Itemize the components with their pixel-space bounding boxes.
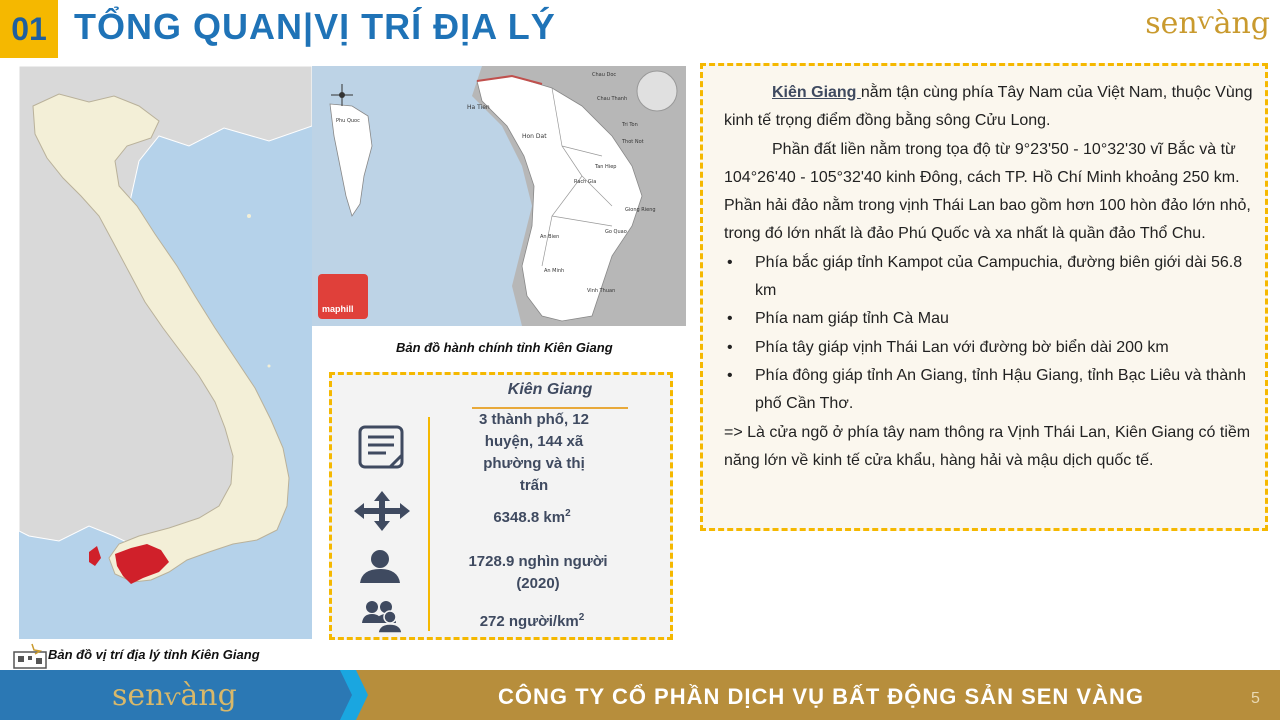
description-text (724, 79, 1254, 475)
svg-text:Chau Thanh: Chau Thanh (597, 96, 628, 102)
svg-text:Tri Ton: Tri Ton (622, 122, 638, 128)
lotus-v-icon: ⱱ (164, 683, 181, 711)
province-administrative-map (312, 66, 686, 326)
vietnam-map-caption: Bản đồ vị trí địa lý tỉnh Kiên Giang (48, 647, 260, 662)
brand-logo: senⱱàng (1145, 6, 1270, 41)
svg-text:Tan Hiep: Tan Hiep (595, 164, 617, 170)
description-box (700, 63, 1268, 531)
svg-text:Go Quao: Go Quao (605, 229, 627, 235)
vietnam-location-map (19, 66, 312, 639)
section-number: 01 (0, 0, 58, 58)
borders-list (724, 249, 1254, 419)
coordinates-paragraph: Phần đất liền nằm trong tọa độ từ 9°23'50 - 10°32'30 vĩ Bắc và từ 104°26'40 - 105°32'40 kinh Đông, cách TP. Hồ Chí Minh khoảng 250 km. Phần hải đảo nằm trong vịnh Thái Lan bao gồm hơn 100 hòn đảo lớn nhỏ, trong đó lớn nhất là đảo Phú Quốc và xa nhất là quần đảo Thổ Chu. (724, 140, 1251, 243)
document-icon (356, 425, 406, 476)
svg-text:Chau Doc: Chau Doc (592, 72, 617, 78)
svg-text:An Minh: An Minh (544, 268, 565, 274)
svg-text:An Bien: An Bien (540, 234, 560, 240)
divider-line (428, 417, 430, 631)
lotus-v-icon: ⱱ (1197, 7, 1214, 35)
company-name: CÔNG TY CỔ PHẦN DỊCH VỤ BẤT ĐỘNG SẢN SEN VÀNG (498, 684, 1144, 709)
maphill-watermark: maphill (322, 304, 354, 314)
area-value: 6348.8 $km^2$ (493, 508, 571, 526)
density-value: 272 người/$km^2$ (479, 612, 585, 630)
footer-brand-logo: senⱱàng (112, 678, 237, 713)
list-item: • Phía nam giáp tỉnh Cà Mau (724, 305, 1254, 333)
province-name: Kiên Giang (772, 84, 861, 101)
page-title: TỔNG QUAN|VỊ TRÍ ĐỊA LÝ (74, 6, 556, 47)
facts-heading: Kiên Giang (507, 381, 593, 398)
svg-text:Phu Quoc: Phu Quoc (336, 118, 360, 124)
person-icon (358, 549, 402, 588)
province-facts-box (329, 372, 673, 640)
svg-text:Ha Tien: Ha Tien (467, 104, 490, 111)
population-value: 1728.9 nghìn người (2020) (468, 553, 608, 592)
svg-text:Vinh Thuan: Vinh Thuan (587, 288, 616, 294)
svg-text:Thot Not: Thot Not (622, 139, 644, 145)
list-item: • Phía bắc giáp tỉnh Kampot của Campuchia, đường biên giới dài 56.8 km (724, 249, 1254, 306)
group-people-icon (360, 599, 404, 638)
province-map-graphic (312, 66, 686, 326)
intro-paragraph: Kiên Giang nằm tận cùng phía Tây Nam của Việt Nam, thuộc Vùng kinh tế trọng điểm đồng bằng sông Cửu Long. (724, 84, 1253, 130)
svg-text:Hon Dat: Hon Dat (522, 133, 547, 140)
list-item: • Phía đông giáp tỉnh An Giang, tỉnh Hậu Giang, tỉnh Bạc Liêu và thành phố Cần Thơ. (724, 362, 1254, 419)
province-map-caption: Bản đồ hành chính tỉnh Kiên Giang (396, 340, 613, 355)
vietnam-map-graphic (19, 66, 312, 639)
list-item: • Phía tây giáp vịnh Thái Lan với đường bờ biển dài 200 km (724, 334, 1254, 362)
qr-code-icon (12, 642, 48, 670)
svg-text:Giong Rieng: Giong Rieng (625, 207, 656, 213)
conclusion-paragraph: => Là cửa ngõ ở phía tây nam thông ra Vịnh Thái Lan, Kiên Giang có tiềm năng lớn về kinh tế cửa khẩu, hàng hải và mậu dịch quốc tế. (724, 423, 1251, 469)
area-arrows-icon (352, 489, 412, 538)
svg-text:Rach Gia: Rach Gia (574, 179, 597, 185)
page-number: 5 (1251, 690, 1260, 707)
admin-units: 3 thành phố, 12 huyện, 144 xã phường và thị trấn (478, 411, 589, 494)
